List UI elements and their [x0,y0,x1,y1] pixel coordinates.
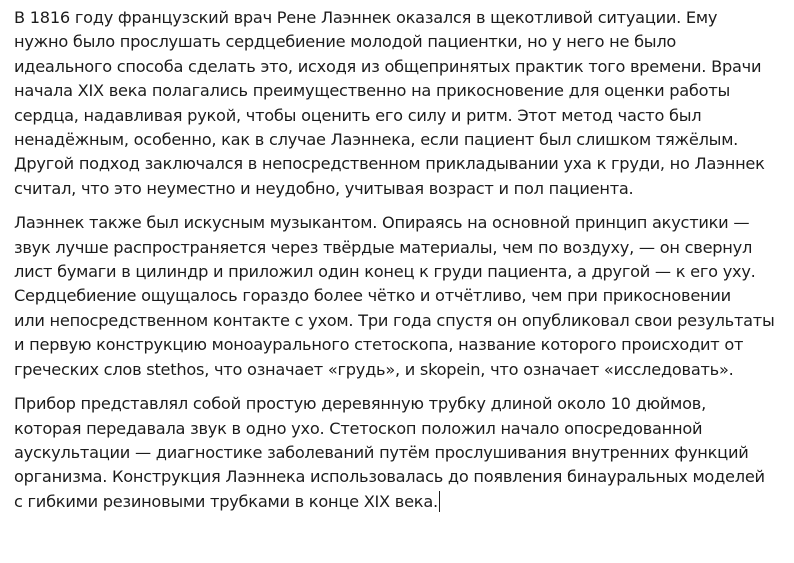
text-line: звук лучше распространяется через твёрдые материалы, чем по воздуху, — он свернул [14,237,753,257]
text-line: Прибор представлял собой простую деревянную трубку длиной около 10 дюймов, [14,394,706,414]
text-line: лист бумаги в цилиндр и приложил один конец к груди пациента, а другой — к его уху. [14,262,756,282]
text-line: Другой подход заключался в непосредственном прикладывании уха к груди, но Лаэннек [14,154,765,174]
text-line: организма. Конструкция Лаэннека использовалась до появления бинауральных моделей [14,467,765,487]
paragraph-1 [14,6,784,201]
text-line: аускультации — диагностике заболеваний путём прослушивания внутренних функций [14,442,749,462]
text-line: считал, что это неуместно и неудобно, учитывая возраст и пол пациента. [14,178,634,198]
text-cursor [439,491,440,512]
text-line: сердца, надавливая рукой, чтобы оценить его силу и ритм. Этот метод часто был [14,105,702,125]
text-line: идеального способа сделать это, исходя из общепринятых практик того времени. Врачи [14,56,762,76]
text-line: ненадёжным, особенно, как в случае Лаэннека, если пациент был слишком тяжёлым. [14,130,739,150]
last-line-wrapper [14,490,784,514]
text-line: начала XIX века полагались преимущественно на прикосновение для оценки работы [14,81,731,101]
paragraph-2 [14,211,784,382]
paragraph-3 [14,392,784,514]
document-text-area[interactable] [14,6,784,514]
text-line: с гибкими резиновыми трубками в конце XIX века. [14,491,438,511]
text-line: нужно было прослушать сердцебиение молодой пациентки, но у него не было [14,32,677,52]
text-line: Лаэннек также был искусным музыкантом. Опираясь на основной принцип акустики — [14,213,750,233]
text-line: Сердцебиение ощущалось гораздо более чётко и отчётливо, чем при прикосновении [14,286,731,306]
text-line: которая передавала звук в одно ухо. Стетоскоп положил начало опосредованной [14,418,703,438]
text-line: или непосредственном контакте с ухом. Три года спустя он опубликовал свои результаты [14,310,775,330]
text-line: и первую конструкцию моноаурального стетоскопа, название которого происходит от [14,335,744,355]
text-line: греческих слов stethos, что означает «грудь», и skopein, что означает «исследовать». [14,359,734,379]
text-line: В 1816 году французский врач Рене Лаэннек оказался в щекотливой ситуации. Ему [14,8,718,27]
